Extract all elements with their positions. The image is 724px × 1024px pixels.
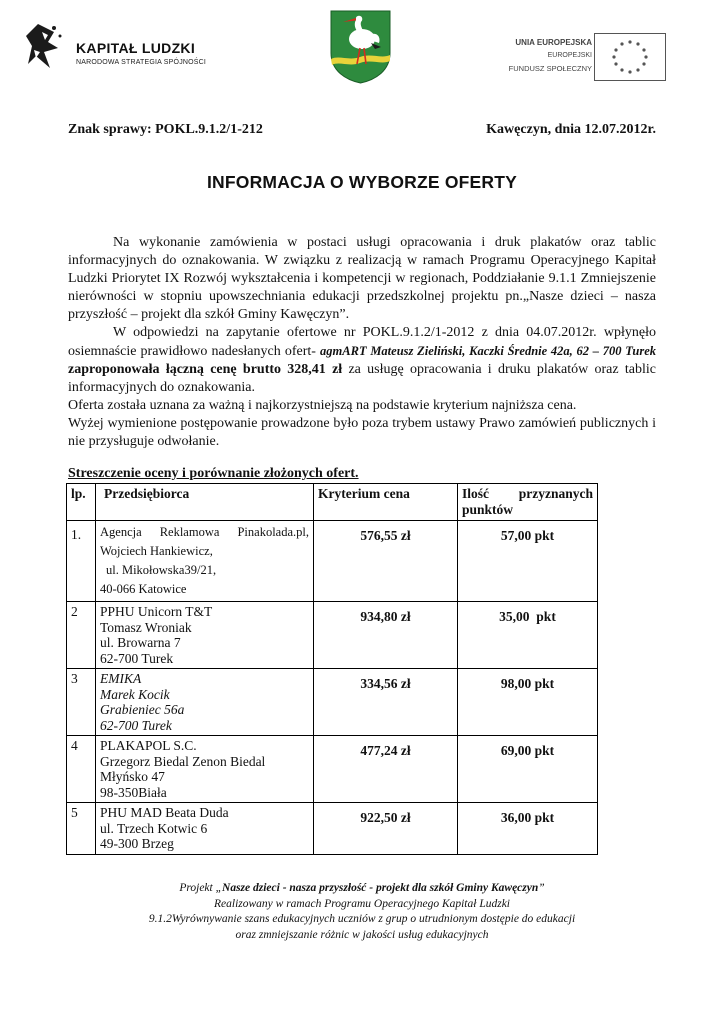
eu-line-1: UNIA EUROPEJSKA xyxy=(515,38,592,47)
paragraph-2 xyxy=(68,324,656,397)
company-line: Grzegorz Biedal Zenon Biedal xyxy=(100,753,266,769)
row-company xyxy=(96,803,314,855)
kapital-ludzki-emblem-icon xyxy=(24,22,68,74)
footer-line-4: oraz zmniejszanie różnic w jakości usług edukacyjnych xyxy=(235,928,489,941)
row-points: 98,00 pkt xyxy=(458,669,598,736)
row-points: 57,00 pkt xyxy=(458,521,598,602)
row-company xyxy=(96,736,314,803)
company-line: Agencja xyxy=(100,525,142,539)
row-price: 922,50 zł xyxy=(314,803,458,855)
winning-firm: agmART Mateusz Zieliński, Kaczki Średnie 42a, 62 – 700 Turek xyxy=(320,344,657,358)
paragraph-3: Oferta została uznana za ważną i najkorzystniejszą na podstawie kryterium najniższa cena. xyxy=(68,398,577,413)
table-row xyxy=(67,521,598,602)
company-line: Marek Kocik xyxy=(100,686,170,702)
table-row xyxy=(67,602,598,669)
kapital-ludzki-subtitle: NARODOWA STRATEGIA SPÓJNOŚCI xyxy=(76,59,207,66)
company-line: EMIKA xyxy=(100,671,142,686)
footer-suffix: ” xyxy=(538,882,545,894)
company-line: ul. Browarna 7 xyxy=(100,635,181,650)
kapital-ludzki-logo xyxy=(24,18,214,78)
winning-price: zaproponowała łączną cenę brutto 328,41 zł xyxy=(68,362,343,377)
footer-line-3: 9.1.2Wyrównywanie szans edukacyjnych uczniów z grup o utrudnionym dostępie do edukacji xyxy=(148,913,576,925)
header-lp: lp. xyxy=(67,484,96,521)
case-number: Znak sprawy: POKL.9.1.2/1-212 xyxy=(68,122,263,137)
header-points-b: przyznanych xyxy=(518,486,593,501)
summary-heading: Streszczenie oceny i porównanie złożonych ofert. xyxy=(68,466,359,481)
header-price: Kryterium cena xyxy=(314,484,458,521)
footer xyxy=(0,881,724,943)
company-line: Młyńsko 47 xyxy=(100,769,165,784)
eu-line-2: EUROPEJSKI xyxy=(547,52,592,59)
place-and-date: Kawęczyn, dnia 12.07.2012r. xyxy=(486,122,656,137)
company-line: 49-300 Brzeg xyxy=(100,836,174,851)
company-line: Grabieniec 56a xyxy=(100,702,185,717)
company-line: Tomasz Wroniak xyxy=(100,619,192,635)
document-body xyxy=(68,234,656,451)
row-lp: 3 xyxy=(67,669,96,736)
eu-flag-icon xyxy=(594,33,666,81)
table-row xyxy=(67,803,598,855)
stork-crest-icon xyxy=(329,9,392,84)
company-line: Pinakolada.pl, xyxy=(237,525,309,539)
eu-social-fund-logo xyxy=(492,33,672,83)
paragraph-2-end: za usługę opracowania i druku plakatów oraz tablic informacyjnych do oznakowania. xyxy=(68,362,656,395)
row-lp: 1. xyxy=(67,521,96,602)
row-price: 934,80 zł xyxy=(314,602,458,669)
table-row xyxy=(67,736,598,803)
header-points xyxy=(458,484,598,521)
row-company xyxy=(96,669,314,736)
header-points-a: Ilość xyxy=(462,486,489,501)
company-line: PLAKAPOL S.C. xyxy=(100,738,197,753)
company-line: 98-350Biała xyxy=(100,784,167,800)
table-header-row xyxy=(67,484,598,521)
company-line: Wojciech Hankiewicz, xyxy=(100,544,213,558)
company-line: PHU MAD Beata Duda xyxy=(100,805,229,820)
row-lp: 4 xyxy=(67,736,96,803)
table-row xyxy=(67,669,598,736)
row-points: 36,00 pkt xyxy=(458,803,598,855)
header-company: Przedsiębiorca xyxy=(96,484,314,521)
company-line: 62-700 Turek xyxy=(100,650,174,666)
row-company xyxy=(96,521,314,602)
eu-logo-text xyxy=(509,36,592,75)
eu-line-3: FUNDUSZ SPOŁECZNY xyxy=(508,64,592,73)
company-line: Reklamowa xyxy=(159,525,220,539)
row-price: 334,56 zł xyxy=(314,669,458,736)
row-price: 576,55 zł xyxy=(314,521,458,602)
offers-table xyxy=(66,483,598,855)
header-points-c: punktów xyxy=(462,502,514,517)
row-points: 35,00 pkt xyxy=(458,602,598,669)
row-company xyxy=(96,602,314,669)
company-line: 62-700 Turek xyxy=(100,717,172,733)
paragraph-1: Na wykonanie zamówienia w postaci usługi opracowania i druk plakatów oraz tablic informacyjnych do oznakowania. W związku z realizacją w ramach Programu Operacyjnego Kapitał Ludzki Priorytet IX Rozwój wykształcenia i kompetencji w regionach, Poddziałanie 9.1.1 Zmniejszenie nierówności w stopniu upowszechniania edukacji przedszkolnej projektu pn.„Nasze dzieci – nasza przyszłość – projekt dla szkół Gminy Kawęczyn”. xyxy=(68,235,656,322)
document-title: INFORMACJA O WYBORZE OFERTY xyxy=(206,172,518,192)
row-lp: 5 xyxy=(67,803,96,855)
row-points: 69,00 pkt xyxy=(458,736,598,803)
company-line: ul. Trzech Kotwic 6 xyxy=(100,820,208,836)
footer-line-2: Realizowany w ramach Programu Operacyjnego Kapitał Ludzki xyxy=(214,897,510,910)
footer-line-1 xyxy=(0,881,724,897)
company-line: PPHU Unicorn T&T xyxy=(100,604,213,619)
company-line: ul. Mikołowska39/21, xyxy=(106,563,217,577)
row-price: 477,24 zł xyxy=(314,736,458,803)
footer-project-name: Nasze dzieci - nasza przyszłość - projekt dla szkół Gminy Kawęczyn xyxy=(222,882,539,894)
row-lp: 2 xyxy=(67,602,96,669)
company-line: 40-066 Katowice xyxy=(100,582,187,596)
paragraph-2-intro: W odpowiedzi na zapytanie ofertowe nr POKL.9.1.2/1-2012 z dnia 04.07.2012r. wpłynęło osiemnaście prawidłowo nadesłanych ofert- xyxy=(68,325,656,359)
paragraph-4: Wyżej wymienione postępowanie prowadzone było poza trybem ustawy Prawo zamówień publicznych i nie przysługuje odwołanie. xyxy=(68,416,656,449)
kapital-ludzki-name: KAPITAŁ LUDZKI xyxy=(76,40,196,56)
footer-prefix: Projekt „ xyxy=(179,882,223,894)
